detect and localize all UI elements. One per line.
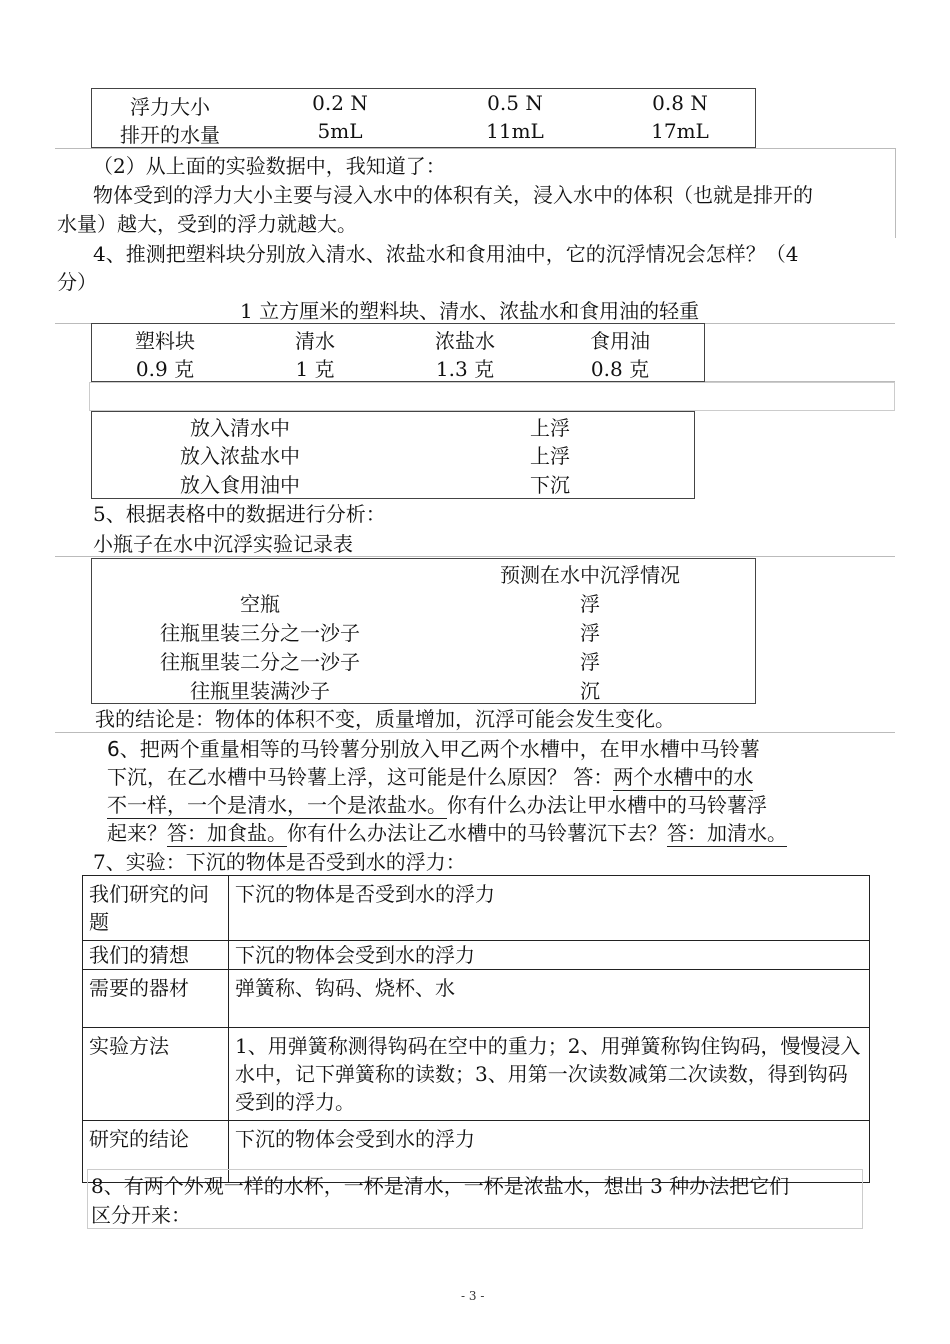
bottle-row4-label: 往瓶里装满沙子 [190, 679, 330, 703]
weights-header-brine: 浓盐水 [435, 329, 495, 353]
experiment-value-conclusion: 下沉的物体会受到水的浮力 [229, 1121, 870, 1183]
bottle-row1-label: 空瓶 [240, 592, 280, 616]
q6-line3-question: 你有什么办法让甲水槽中的马铃薯浮 [447, 793, 767, 817]
divider [895, 148, 896, 238]
q7-title: 7、实验：下沉的物体是否受到水的浮力： [93, 850, 466, 874]
q3-line3: 水量）越大，受到的浮力就越大。 [57, 212, 357, 236]
table1-row2-value3: 17mL [651, 119, 709, 143]
table1-row1-label: 浮力大小 [130, 95, 210, 119]
table-row [83, 970, 870, 1028]
q5-line2: 小瓶子在水中沉浮实验记录表 [93, 532, 353, 556]
table-row [83, 876, 870, 941]
weights-value-oil: 0.8 克 [590, 357, 650, 381]
q4-caption: 1 立方厘米的塑料块、清水、浓盐水和食用油的轻重 [240, 299, 700, 323]
bottle-row2-label: 往瓶里装三分之一沙子 [160, 621, 360, 645]
experiment-label-conclusion: 研究的结论 [83, 1121, 229, 1183]
q8-line2: 区分开来： [91, 1203, 191, 1227]
weights-header-water: 清水 [295, 329, 335, 353]
experiment-label-method: 实验方法 [83, 1028, 229, 1121]
q6-line4-q2: 你有什么办法让乙水槽中的马铃薯沉下去？ [287, 821, 667, 845]
result-row3-value: 下沉 [530, 473, 570, 497]
q6-line3 [107, 789, 767, 818]
q6-line2 [107, 761, 753, 790]
result-row3-label: 放入食用油中 [180, 473, 300, 497]
q6-line4-q1: 起来？ [107, 821, 167, 845]
table1-row1-value2: 0.5 N [487, 91, 543, 115]
bottle-row1-value: 浮 [580, 592, 600, 616]
table1-row1-value3: 0.8 N [652, 91, 708, 115]
q6-line2-question: 下沉，在乙水槽中马铃薯上浮，这可能是什么原因？ 答： [107, 765, 614, 789]
q3-line1: （2）从上面的实验数据中，我知道了： [93, 154, 446, 178]
experiment-table [82, 875, 870, 1183]
weights-header-plastic: 塑料块 [135, 329, 195, 353]
experiment-value-question: 下沉的物体是否受到水的浮力 [229, 876, 870, 941]
divider [55, 556, 895, 557]
q6-line1: 6、把两个重量相等的马铃薯分别放入甲乙两个水槽中，在甲水槽中马铃薯 [107, 737, 760, 761]
q5-conclusion: 我的结论是：物体的体积不变，质量增加，沉浮可能会发生变化。 [95, 707, 675, 731]
divider [55, 148, 895, 149]
table1-row2-value2: 11mL [486, 119, 544, 143]
table-row [83, 1028, 870, 1121]
table1-row1-value1: 0.2 N [312, 91, 368, 115]
result-row2-value: 上浮 [530, 444, 570, 468]
q3-line2: 物体受到的浮力大小主要与浸入水中的体积有关，浸入水中的体积（也就是排开的 [93, 183, 813, 207]
experiment-label-hypothesis: 我们的猜想 [83, 941, 229, 970]
weights-value-brine: 1.3 克 [435, 357, 495, 381]
page-number: - 3 - [461, 1289, 485, 1303]
experiment-label-question: 我们研究的问题 [83, 876, 229, 941]
q6-answer-reason-cont: 不一样，一个是清水，一个是浓盐水。 [107, 793, 447, 817]
q8-line1: 8、有两个外观一样的水杯，一杯是清水，一杯是浓盐水，想出 3 种办法把它们 [91, 1174, 790, 1198]
q5-line1: 5、根据表格中的数据进行分析： [93, 502, 386, 526]
result-row2-label: 放入浓盐水中 [180, 444, 300, 468]
weights-header-oil: 食用油 [590, 329, 650, 353]
table1-row2-label: 排开的水量 [120, 123, 220, 147]
bottle-row3-label: 往瓶里装二分之一沙子 [160, 650, 360, 674]
bottle-row2-value: 浮 [580, 621, 600, 645]
q4-line1: 4、推测把塑料块分别放入清水、浓盐水和食用油中，它的沉浮情况会怎样？（4 [93, 242, 799, 266]
q6-line4 [107, 817, 787, 846]
result-row1-label: 放入清水中 [190, 416, 290, 440]
q6-answer-salt: 答：加食盐。 [167, 821, 287, 845]
q6-answer-water: 答：加清水。 [667, 821, 787, 845]
bottle-row4-value: 沉 [580, 679, 600, 703]
table1-row2-value1: 5mL [317, 119, 363, 143]
q4-line2: 分） [57, 270, 97, 294]
table-row [83, 941, 870, 970]
q6-answer-reason: 两个水槽中的水 [613, 765, 754, 789]
experiment-value-hypothesis: 下沉的物体会受到水的浮力 [229, 941, 870, 970]
bottle-row3-value: 浮 [580, 650, 600, 674]
weights-value-plastic: 0.9 克 [135, 357, 195, 381]
experiment-value-materials: 弹簧称、钩码、烧杯、水 [229, 970, 870, 1028]
bottle-table-header: 预测在水中沉浮情况 [500, 563, 680, 587]
result-row1-value: 上浮 [530, 416, 570, 440]
experiment-label-materials: 需要的器材 [83, 970, 229, 1028]
weights-value-water: 1 克 [295, 357, 335, 381]
experiment-value-method: 1、用弹簧称测得钩码在空中的重力；2、用弹簧称钩住钩码，慢慢浸入水中，记下弹簧称的读数；3、用第一次读数减第二次读数，得到钩码受到的浮力。 [229, 1028, 870, 1121]
blank-band [89, 382, 895, 411]
